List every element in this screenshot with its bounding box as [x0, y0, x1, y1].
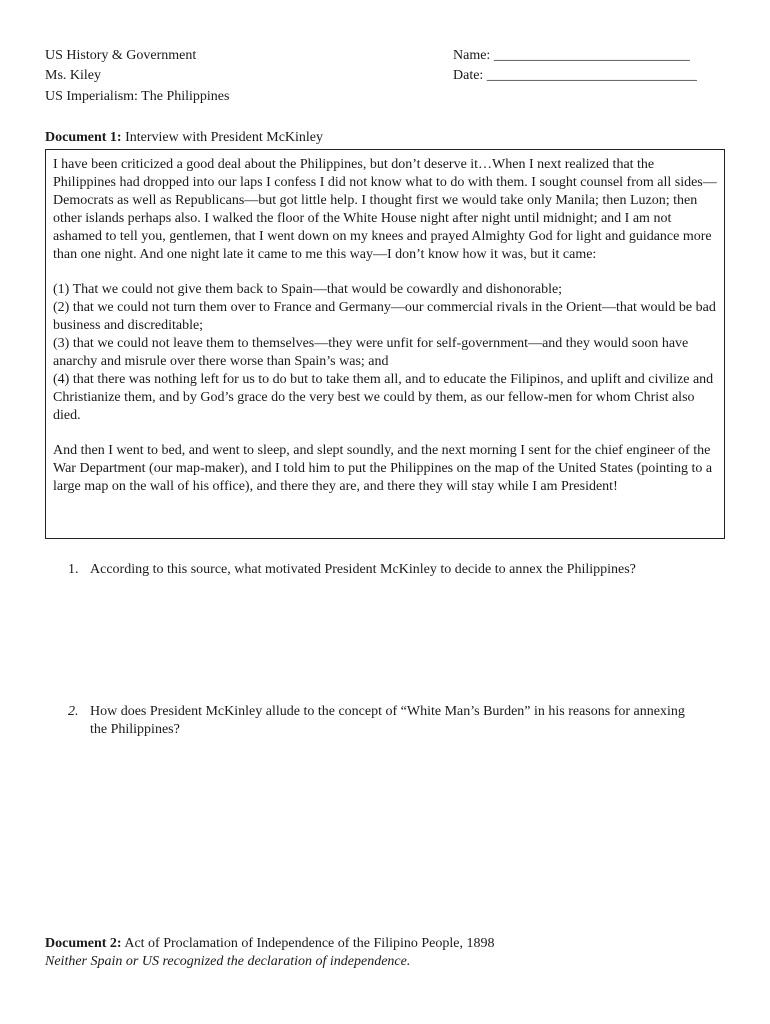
document1-label: Document 1:: [45, 130, 122, 145]
question-1: [68, 561, 688, 579]
quote-paragraph-1: I have been criticized a good deal about the Philippines, but don’t deserve it…When I next realized that the Philippines had dropped into our laps I confess I did not know what to do with them. I sought counsel from all sides—Democrats as well as Republicans—but got little help. I thought first we would take only Manila; then Luzon; then other islands perhaps also. I walked the floor of the White House night after night until midnight; and I am not ashamed to tell you, gentlemen, that I went down on my knees and prayed Almighty God for light and guidance more than one night. And one night late it came to me this way—I don’t know how it was, but it came:: [53, 157, 717, 262]
document1-title: Interview with President McKinley: [121, 130, 324, 145]
question-2-number: 2.: [68, 704, 79, 719]
document1-heading: [45, 128, 323, 148]
name-field[interactable]: Name: ____________________________: [453, 48, 690, 63]
quote-point-4: (4) that there was nothing left for us to do but to take them all, and to educate the Filipinos, and uplift and civilize and Christianize them, and by God’s grace do the very best we could by them, as our fellow-men for whom Christ also died.: [53, 371, 714, 423]
question-1-text: According to this source, what motivated President McKinley to decide to annex the Philippines?: [90, 562, 636, 577]
question-2-text: How does President McKinley allude to the concept of “White Man’s Burden” in his reasons for annexing the Philippines?: [90, 704, 685, 737]
document2-label: Document 2:: [45, 936, 122, 951]
document1-quote-box: [45, 149, 725, 539]
unit-title: US Imperialism: The Philippines: [45, 89, 230, 104]
question-1-number: 1.: [68, 562, 79, 577]
document2-note: Neither Spain or US recognized the declaration of independence.: [45, 954, 411, 969]
quote-point-1: (1) That we could not give them back to Spain—that would be cowardly and dishonorable;: [53, 282, 563, 298]
quote-paragraph-3: And then I went to bed, and went to sleep, and slept soundly, and the next morning I sent for the chief engineer of the War Department (our map-maker), and I told him to put the Philippines on the map of the United States (pointing to a large map on the wall of his office), and there they are, and there they will stay while I am President!: [53, 443, 713, 495]
question-2: [68, 703, 688, 739]
document2-title: Act of Proclamation of Independence of the Filipino People, 1898: [121, 936, 495, 951]
quote-point-2: (2) that we could not turn them over to France and Germany—our commercial rivals in the Orient—that would be bad business and discreditable;: [53, 300, 716, 334]
date-field[interactable]: Date: ______________________________: [453, 68, 697, 83]
document2-heading: [45, 934, 494, 954]
course-title: US History & Government: [45, 48, 197, 63]
quote-point-3: (3) that we could not leave them to themselves—they were unfit for self-government—and they would soon have anarchy and misrule over there worse than Spain’s was; and: [53, 336, 689, 369]
teacher-name: Ms. Kiley: [45, 68, 101, 83]
